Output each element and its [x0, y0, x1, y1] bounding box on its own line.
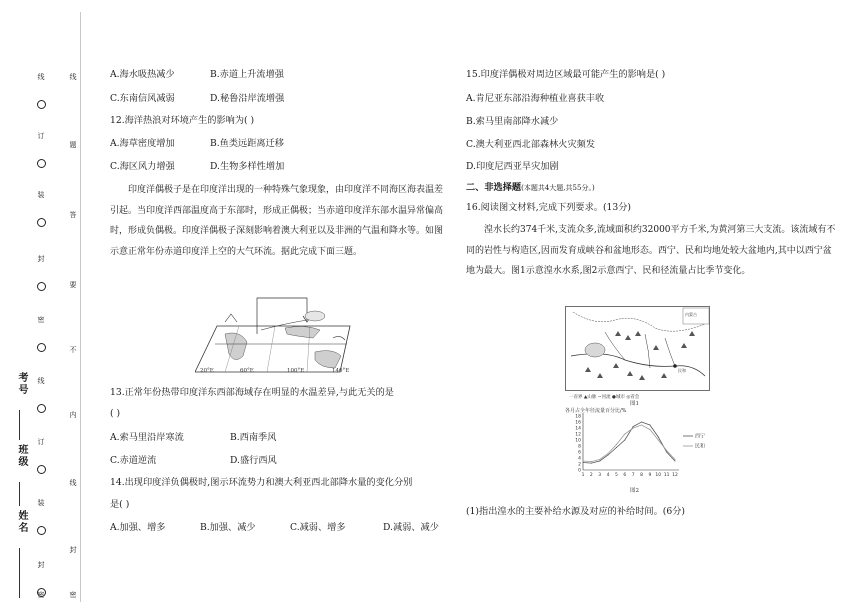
- legend-label: 民和: [695, 443, 706, 450]
- q14-option-d: D.减弱、减少: [383, 522, 439, 533]
- fig1-city-label: 民和: [678, 368, 686, 373]
- seal-char: 封: [37, 561, 45, 569]
- xingming-label: 姓名: [16, 510, 27, 534]
- series-line: [583, 425, 675, 462]
- q13-option-c: C.赤道逆流: [110, 455, 157, 466]
- data-point: [583, 462, 584, 463]
- q15-option-b: B.索马里南部降水减少: [466, 116, 559, 127]
- q12-option-b: B.鱼类远距离迁移: [210, 138, 284, 149]
- q15-option-d: D.印度尼西亚旱灾加剧: [466, 161, 559, 172]
- x-tick-label: 4: [606, 473, 610, 478]
- chart-series: [583, 422, 676, 464]
- q14-option-b: B.加强、减少: [200, 522, 256, 533]
- q12-option-d: D.生物多样性增加: [210, 161, 285, 172]
- q13-stem: 13.正常年份热带印度洋东西部海域存在明显的水温差异,与此无关的是: [110, 387, 394, 398]
- map-lon-100: 100°E: [287, 368, 305, 374]
- data-point: [624, 434, 625, 435]
- q14-option-c: C.减弱、增多: [290, 522, 346, 533]
- q13-option-a: A.索马里沿岸寒流: [110, 432, 184, 443]
- seal-circle: [37, 526, 46, 535]
- q15-option-c: C.澳大利亚西北部森林火灾频发: [466, 139, 596, 150]
- seal-circle: [37, 404, 46, 413]
- data-point: [599, 459, 600, 460]
- seal-char: 装: [37, 499, 45, 507]
- series-line: [583, 422, 675, 463]
- data-point: [675, 461, 676, 462]
- edge-char: 内: [69, 411, 77, 419]
- river-system-map: [565, 306, 710, 400]
- q11-option-c: C.东南信风减弱: [110, 93, 175, 104]
- data-point: [624, 440, 625, 441]
- q12-option-c: C.海区风力增强: [110, 161, 175, 172]
- material-paragraph: 印度洋偶极子是在印度洋出现的一种特殊气象现象，由印度洋不同海区海表温差引起。当印度洋西部温度高于东部时，形成正偶极；当赤道印度洋东部水温异常偏高时，形成负偶极。印度洋偶极子深刻影响着澳大利亚以及非洲的气温和降水等。如图示意正常年份赤道印度洋上空的大气环流。据此完成下面三题。: [110, 185, 444, 257]
- data-point: [649, 425, 650, 426]
- data-point: [649, 429, 650, 430]
- edge-char: 线: [69, 479, 77, 487]
- section-note: (本题共4大题,共55分。): [521, 184, 595, 192]
- q16-part1: (1)指出湟水的主要补给水源及对应的补给时间。(6分): [466, 506, 685, 517]
- data-point: [666, 452, 667, 453]
- runoff-chart: [565, 406, 720, 486]
- x-tick-label: 7: [631, 473, 635, 478]
- q11-option-b: B.赤道上升流增强: [210, 69, 284, 80]
- edge-char: 要: [69, 281, 77, 289]
- seal-char: 线: [37, 73, 45, 81]
- fig2-caption: 图2: [630, 488, 639, 494]
- seal-char: 线: [37, 377, 45, 385]
- seal-char: 订: [37, 132, 45, 140]
- section-title: [466, 181, 595, 195]
- seal-circle: [37, 465, 46, 474]
- x-tick-label: 8: [640, 473, 643, 478]
- x-tick-label: 10: [655, 473, 662, 478]
- y-tick-label: 12: [575, 432, 581, 438]
- seal-circle: [37, 100, 46, 109]
- margin-line: [80, 12, 81, 602]
- y-tick-label: 2: [578, 462, 581, 468]
- edge-char: 封: [69, 546, 77, 554]
- x-tick-label: 12: [672, 473, 678, 478]
- section-title-text: 二、非选择题: [466, 182, 522, 193]
- q16-stem: 16.阅读图文材料,完成下列要求。(13分): [466, 202, 632, 213]
- x-tick-label: 6: [623, 473, 627, 478]
- q13-option-b: B.西南季风: [230, 432, 277, 443]
- data-point: [608, 453, 609, 454]
- x-tick-label: 1: [581, 473, 585, 478]
- data-point: [608, 455, 609, 456]
- kaohao-line: [19, 410, 20, 440]
- map-lon-20: 20°E: [200, 368, 214, 374]
- edge-char: 线: [69, 73, 77, 81]
- edge-char: 答: [69, 211, 77, 219]
- seal-char: 装: [37, 191, 45, 199]
- data-point: [591, 463, 592, 464]
- seal-circle: [37, 159, 46, 168]
- data-point: [641, 425, 642, 426]
- fig1-caption: 图1: [630, 401, 639, 407]
- data-point: [641, 422, 642, 423]
- y-tick-label: 10: [575, 438, 581, 444]
- q15-option-a: A.肯尼亚东部沿海种植业喜获丰收: [466, 93, 605, 104]
- banji-label: 班级: [16, 444, 27, 468]
- chart-title: 各月占全年径流量百分比/%: [565, 408, 627, 414]
- seal-circle: [37, 343, 46, 352]
- y-tick-label: 18: [575, 414, 581, 420]
- q13-option-d: D.盛行西风: [230, 455, 277, 466]
- q14-stem: 14.出现印度洋负偶极时,图示环流势力和澳大利亚西北部降水量的变化分别: [110, 477, 413, 488]
- data-point: [591, 461, 592, 462]
- y-tick-label: 14: [575, 426, 581, 432]
- xingming-line: [19, 548, 20, 598]
- q15-stem: 15.印度洋偶极对周边区域最可能产生的影响是( ): [466, 69, 666, 80]
- q14-paren: 是( ): [110, 499, 130, 510]
- x-tick-label: 2: [589, 473, 593, 478]
- legend-label: 西宁: [695, 433, 706, 440]
- x-tick-label: 9: [648, 473, 652, 478]
- kaohao-label: 考号: [16, 372, 27, 396]
- data-point: [599, 461, 600, 462]
- y-tick-label: 4: [578, 456, 581, 462]
- x-tick-label: 3: [598, 473, 602, 478]
- seal-char: 密: [37, 316, 45, 324]
- data-point: [675, 459, 676, 460]
- seal-circle: [37, 282, 46, 291]
- data-point: [633, 428, 634, 429]
- map-lon-60: 60°E: [240, 368, 254, 374]
- q12-option-a: A.海草密度增加: [110, 138, 175, 149]
- edge-char: 题: [69, 141, 77, 149]
- seal-char: 封: [37, 255, 45, 263]
- seal-char: 密: [37, 591, 45, 599]
- x-tick-label: 11: [663, 473, 670, 478]
- seal-circle: [37, 218, 46, 227]
- edge-char: 密: [69, 591, 77, 599]
- fig1-legend: 一省界 ▲山脉 ~河流 ●城市 ◎省会: [569, 395, 640, 400]
- data-point: [658, 437, 659, 438]
- q14-option-a: A.加强、增多: [110, 522, 166, 533]
- fig1-inset-label: 内蒙古: [685, 312, 697, 317]
- data-point: [633, 426, 634, 427]
- y-tick-label: 0: [578, 468, 581, 474]
- data-point: [666, 450, 667, 451]
- q11-option-d: D.秘鲁沿岸流增强: [210, 93, 285, 104]
- map-lon-140: 140°E: [332, 368, 350, 374]
- data-point: [658, 440, 659, 441]
- q16-material: 湟水长约374千米,支流众多,流域面积约32000平方千米,为黄河第三大支流。该流域有不同的岩性与构造区,因而发育成峡谷和盆地形态。西宁、民和均地处较大盆地内,其中以西宁盆地为最大。图1示意湟水水系,图2示意西宁、民和径流量占比季节变化。: [466, 225, 836, 276]
- data-point: [616, 444, 617, 445]
- data-point: [583, 461, 584, 462]
- x-tick-label: 5: [615, 473, 618, 478]
- banji-line: [19, 482, 20, 506]
- y-tick-label: 16: [575, 420, 581, 426]
- seal-char: 订: [37, 438, 45, 446]
- edge-char: 不: [69, 346, 77, 354]
- q11-option-a: A.海水吸热减少: [110, 69, 175, 80]
- y-tick-label: 6: [578, 450, 581, 456]
- q12-stem: 12.海洋热浪对环境产生的影响为( ): [110, 115, 255, 126]
- y-tick-label: 8: [578, 444, 581, 450]
- q13-paren: ( ): [110, 408, 121, 419]
- chart-legend: [683, 433, 705, 450]
- data-point: [616, 447, 617, 448]
